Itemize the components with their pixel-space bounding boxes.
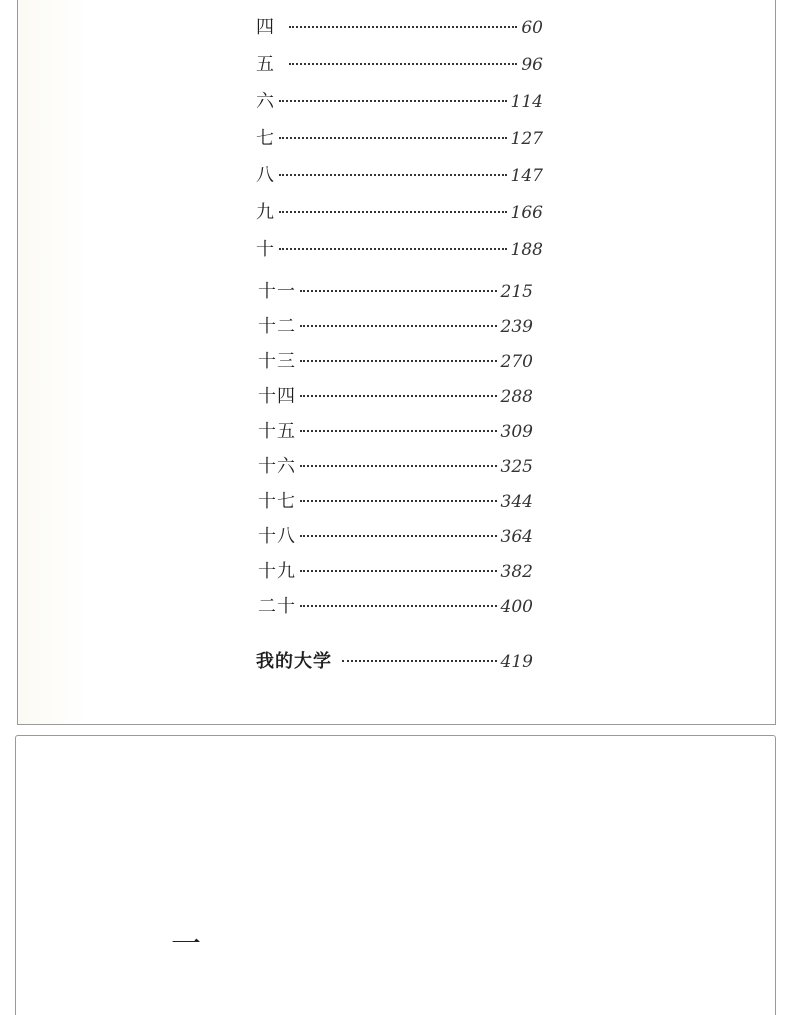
toc-row <box>256 124 543 148</box>
toc-page-number: 127 <box>510 129 543 149</box>
toc-page-number: 60 <box>521 18 543 38</box>
dot-leader <box>342 660 497 662</box>
book-page-chapter <box>15 735 776 1015</box>
toc-chapter-label: 四 <box>256 17 275 38</box>
toc-chapter-label: 十九 <box>258 561 296 582</box>
dot-leader <box>279 100 507 102</box>
page-shadow <box>18 0 88 725</box>
dot-leader <box>300 430 497 432</box>
dot-leader <box>300 290 497 292</box>
toc-chapter-label: 八 <box>256 165 275 186</box>
toc-chapter-label: 十七 <box>258 491 296 512</box>
dot-leader <box>279 248 507 250</box>
chapter-heading: 一 <box>171 927 201 962</box>
toc-page-number: 309 <box>500 422 533 442</box>
toc-row <box>256 235 543 259</box>
toc-row <box>258 312 533 336</box>
toc-page-number: 188 <box>510 240 543 260</box>
toc-chapter-label: 十五 <box>258 421 296 442</box>
toc-page-number: 344 <box>500 492 533 512</box>
dot-leader <box>300 500 497 502</box>
toc-page-number: 166 <box>510 203 543 223</box>
dot-leader <box>300 570 497 572</box>
toc-row <box>258 557 533 581</box>
toc-row <box>256 198 543 222</box>
toc-chapter-label: 六 <box>256 91 275 112</box>
toc-chapter-label: 十三 <box>258 351 296 372</box>
book-page-toc <box>17 0 776 725</box>
dot-leader <box>300 360 497 362</box>
toc-page-number: 215 <box>500 282 533 302</box>
toc-final-label: 我的大学 <box>256 651 332 672</box>
toc-page-number: 382 <box>500 562 533 582</box>
dot-leader <box>300 605 497 607</box>
toc-row <box>256 161 543 185</box>
toc-page-number: 364 <box>500 527 533 547</box>
toc-row-final <box>256 647 533 671</box>
toc-row <box>256 13 543 37</box>
toc-page-number: 239 <box>500 317 533 337</box>
toc-page-number: 288 <box>500 387 533 407</box>
toc-chapter-label: 十六 <box>258 456 296 477</box>
toc-row <box>258 592 533 616</box>
toc-page-number: 147 <box>510 166 543 186</box>
toc-chapter-label: 十四 <box>258 386 296 407</box>
toc-page-number: 400 <box>500 597 533 617</box>
toc-row <box>258 522 533 546</box>
toc-row <box>258 452 533 476</box>
toc-page-number: 419 <box>500 652 533 672</box>
toc-row <box>258 487 533 511</box>
toc-row <box>256 87 543 111</box>
dot-leader <box>300 535 497 537</box>
dot-leader <box>289 26 517 28</box>
toc-chapter-label: 二十 <box>258 596 296 617</box>
toc-chapter-label: 七 <box>256 128 275 149</box>
toc-chapter-label: 十二 <box>258 316 296 337</box>
dot-leader <box>289 63 517 65</box>
toc-row <box>258 417 533 441</box>
toc-chapter-label: 十八 <box>258 526 296 547</box>
toc-chapter-label: 五 <box>256 54 275 75</box>
toc-chapter-label: 十 <box>256 239 275 260</box>
dot-leader <box>300 395 497 397</box>
toc-page-number: 114 <box>510 92 543 112</box>
toc-row <box>258 347 533 371</box>
toc-page-number: 96 <box>521 55 543 75</box>
dot-leader <box>300 325 497 327</box>
toc-row <box>258 382 533 406</box>
dot-leader <box>279 211 507 213</box>
toc-chapter-label: 九 <box>256 202 275 223</box>
dot-leader <box>279 174 507 176</box>
dot-leader <box>279 137 507 139</box>
toc-row <box>258 277 533 301</box>
toc-chapter-label: 十一 <box>258 281 296 302</box>
toc-row <box>256 50 543 74</box>
toc-page-number: 270 <box>500 352 533 372</box>
dot-leader <box>300 465 497 467</box>
toc-page-number: 325 <box>500 457 533 477</box>
